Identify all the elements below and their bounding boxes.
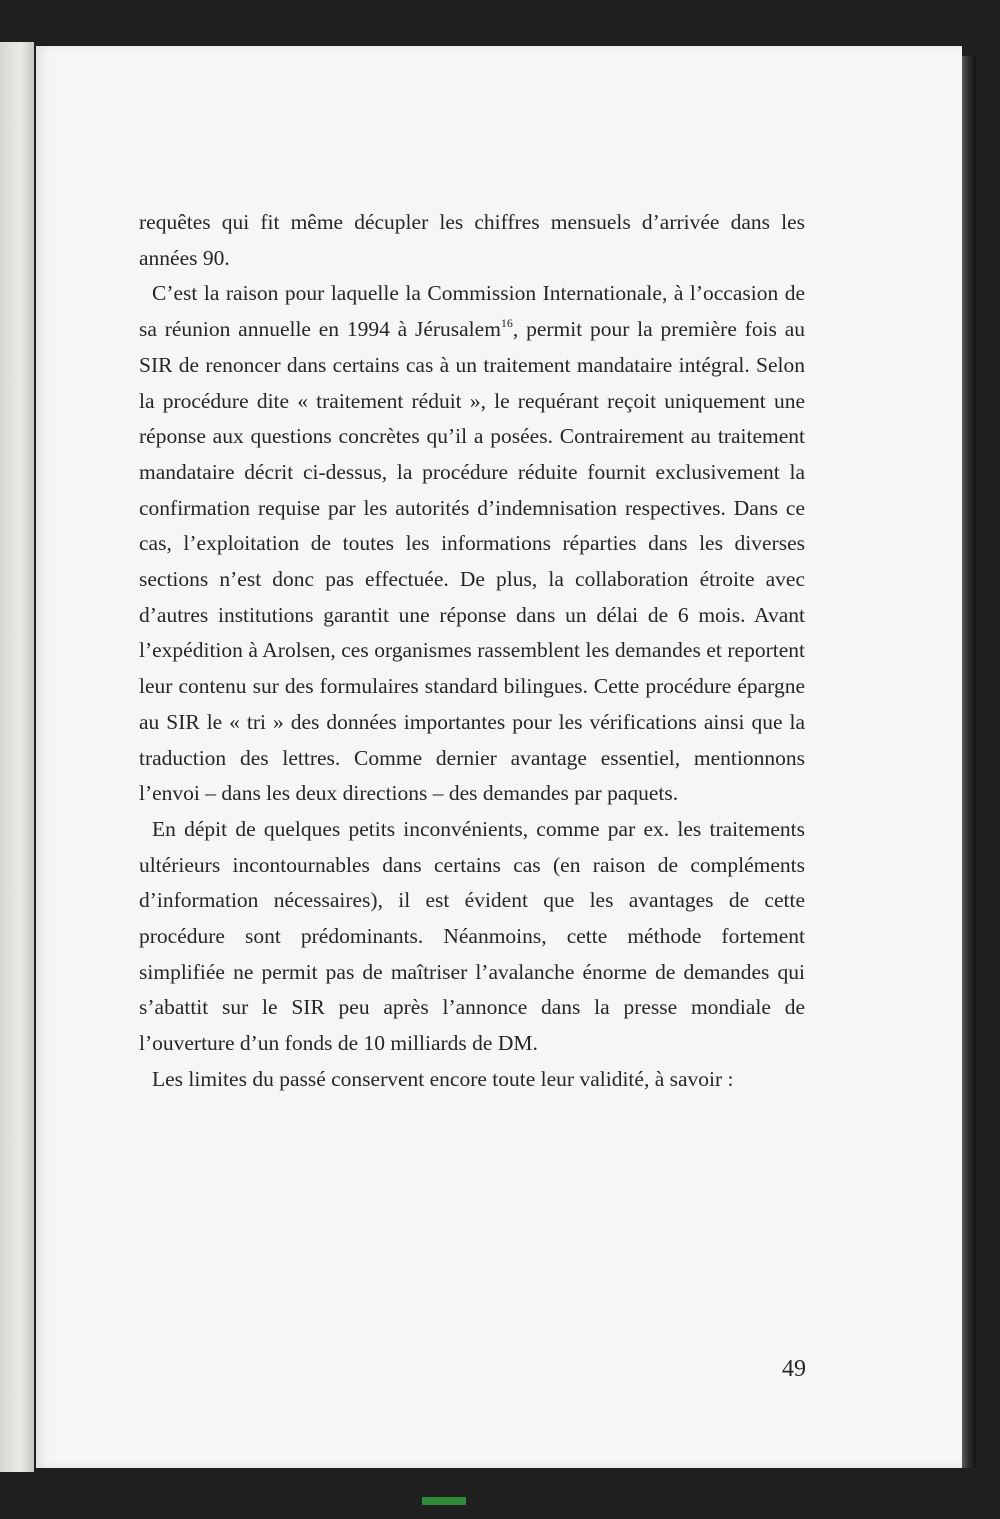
paragraph-advantages	[139, 812, 805, 1062]
paragraph-reduced-procedure	[139, 276, 805, 812]
paragraph-text: Les limites du passé conservent encore toute leur validité, à savoir :	[152, 1066, 734, 1091]
paragraph-text: requêtes qui fit même décupler les chiffres mensuels d’arrivée dans les années 90.	[139, 210, 805, 270]
paragraph-text: C’est la raison pour laquelle la Commission Internationale, à l’occasion de sa réunion annuelle en 1994 à Jérusalem	[139, 281, 805, 342]
paragraph-continuation	[139, 205, 805, 276]
body-text	[139, 205, 805, 1098]
paragraph-text: En dépit de quelques petits inconvénients, comme par ex. les traitements ultérieurs incontournables dans certains cas (en raison de compléments d’information nécessaires), il est évident que les avantages de cette procédure sont prédominants. Néanmoins, cette méthode fortement simplifiée ne permit pas de maîtriser l’avalanche énorme de demandes qui s’abattit sur le SIR peu après l’annonce dans la presse mondiale de l’ouverture d’un fonds de 10 milliards de DM.	[139, 816, 805, 1056]
ribbon-marker	[422, 1497, 466, 1505]
paragraph-text: , permit pour la première fois au SIR de renoncer dans certains cas à un traitement mandataire intégral. Selon la procédure dite « traitement réduit », le requérant reçoit uniquement une réponse aux questions concrètes qu’il a posées. Contrairement au traitement mandataire décrit ci-dessus, la procédure réduite fournit exclusivement la confirmation requise par les autorités d’indemnisation respectives. Dans ce cas, l’exploitation de toutes les informations réparties dans les diverses sections n’est donc pas effectuée. De plus, la collaboration étroite avec d’autres institutions garantit une réponse dans un délai de 6 mois. Avant l’expédition à Arolsen, ces organismes rassemblent les demandes et reportent leur contenu sur des formulaires standard bilingues. Cette procédure épargne au SIR le « tri » des données importantes pour les vérifications ainsi que la traduction des lettres. Comme dernier avantage essentiel, mentionnons l’envoi – dans les deux directions – des demandes par paquets.	[139, 317, 805, 806]
paragraph-limits	[139, 1062, 805, 1098]
page-number: 49	[782, 1356, 806, 1382]
footnote-reference: 16	[500, 316, 513, 331]
facing-page-edge	[0, 42, 34, 1472]
page-stack-edge	[962, 56, 976, 1468]
